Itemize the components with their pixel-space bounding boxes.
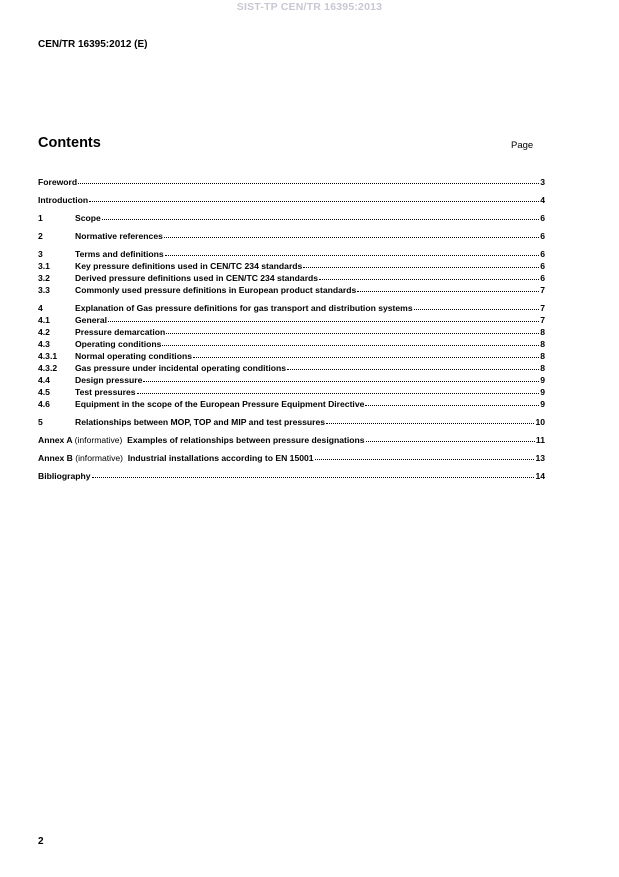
dot-leader (137, 385, 540, 394)
toc-entry-page: 6 (540, 273, 545, 283)
toc-entry-title: General (75, 315, 108, 325)
toc-entry-number: 4.1 (38, 315, 50, 325)
dot-leader (414, 301, 540, 310)
toc-entry-page: 9 (540, 375, 545, 385)
contents-title: Contents (38, 135, 101, 151)
dot-leader (166, 325, 539, 334)
toc-entry-title: Pressure demarcation (75, 327, 166, 337)
toc-entry-page: 11 (535, 435, 545, 445)
toc-entry-page: 4 (540, 195, 545, 205)
toc-entry-title: Foreword (38, 177, 78, 187)
toc-entry-title: Key pressure definitions used in CEN/TC 234 standards (75, 261, 303, 271)
toc-entry-normative-references[interactable] (38, 230, 545, 242)
toc-entry-number: 3.2 (38, 273, 50, 283)
toc-entry-title: Derived pressure definitions used in CEN/TC 234 standards (75, 273, 319, 283)
dot-leader (315, 451, 535, 460)
toc-entry-title (38, 434, 365, 446)
toc-entry-number: 4.6 (38, 399, 50, 409)
toc-entry-page: 14 (535, 471, 545, 481)
annex-label: Annex A (38, 435, 73, 445)
dot-leader (357, 283, 539, 292)
dot-leader (303, 259, 539, 268)
toc-entry-page: 9 (540, 387, 545, 397)
toc-entry-page: 8 (540, 327, 545, 337)
toc-entry-title: Terms and definitions (75, 249, 164, 259)
dot-leader (319, 271, 539, 280)
toc-entry-number: 4 (38, 303, 43, 313)
dot-leader (287, 361, 539, 370)
document-id: CEN/TR 16395:2012 (E) (38, 39, 148, 50)
toc-entry-page: 6 (540, 213, 545, 223)
toc-entry-number: 1 (38, 213, 43, 223)
toc-entry-number: 4.3.2 (38, 363, 58, 373)
annex-title: Examples of relationships between pressure designations (127, 435, 365, 445)
toc-entry-page: 6 (540, 249, 545, 259)
toc-entry-title: Introduction (38, 195, 89, 205)
watermark: SIST-TP CEN/TR 16395:2013 (236, 1, 383, 13)
annex-title: Industrial installations according to EN 15001 (127, 453, 314, 463)
dot-leader (164, 229, 539, 238)
toc-entry-page: 7 (540, 285, 545, 295)
dot-leader (102, 211, 539, 220)
toc-entry-number: 5 (38, 417, 43, 427)
toc-entry-title (38, 452, 314, 464)
annex-label: Annex B (38, 453, 73, 463)
toc-entry-page: 8 (540, 363, 545, 373)
page-number: 2 (38, 836, 44, 847)
dot-leader (165, 247, 540, 256)
toc-entry-title: Operating conditions (75, 339, 162, 349)
toc-entry-page: 9 (540, 399, 545, 409)
toc-entry-page: 8 (540, 339, 545, 349)
toc-entry-page: 6 (540, 261, 545, 271)
toc-entry-scope[interactable] (38, 212, 545, 224)
dot-leader (89, 193, 539, 202)
toc-entry-number: 3.1 (38, 261, 50, 271)
toc-entry-page: 13 (535, 453, 545, 463)
toc-entry-title: Relationships between MOP, TOP and MIP and test pressures (75, 417, 326, 427)
toc-entry-page: 7 (540, 303, 545, 313)
table-of-contents (38, 176, 545, 482)
toc-entry-title: Gas pressure under incidental operating conditions (75, 363, 287, 373)
dot-leader (143, 373, 539, 382)
dot-leader (365, 397, 539, 406)
toc-entry-page: 3 (540, 177, 545, 187)
toc-entry-foreword[interactable] (38, 176, 545, 188)
toc-entry-title: Commonly used pressure definitions in European product standards (75, 285, 357, 295)
page-column-label: Page (511, 140, 534, 151)
dot-leader (326, 415, 534, 424)
toc-entry-title: Scope (75, 213, 101, 223)
toc-entry-4-6[interactable] (38, 398, 545, 410)
dot-leader (108, 313, 539, 322)
toc-entry-number: 2 (38, 231, 43, 241)
toc-entry-number: 4.2 (38, 327, 50, 337)
toc-entry-title: Explanation of Gas pressure definitions for gas transport and distribution systems (75, 303, 413, 313)
dot-leader (366, 433, 535, 442)
toc-entry-number: 4.3 (38, 339, 50, 349)
toc-entry-title: Normative references (75, 231, 163, 241)
annex-status: (informative) (74, 435, 123, 445)
dot-leader (193, 349, 539, 358)
toc-entry-title: Design pressure (75, 375, 143, 385)
toc-entry-page: 8 (540, 351, 545, 361)
toc-entry-number: 3.3 (38, 285, 50, 295)
toc-entry-bibliography[interactable] (38, 470, 545, 482)
toc-entry-number: 4.4 (38, 375, 50, 385)
annex-status: (informative) (75, 453, 124, 463)
toc-entry-page: 6 (540, 231, 545, 241)
toc-entry-title: Test pressures (75, 387, 136, 397)
dot-leader (92, 469, 535, 478)
dot-leader (162, 337, 539, 346)
toc-entry-number: 4.5 (38, 387, 50, 397)
toc-entry-3-3[interactable] (38, 284, 545, 296)
toc-entry-page: 7 (540, 315, 545, 325)
toc-entry-annex-b[interactable] (38, 452, 545, 464)
toc-entry-title: Normal operating conditions (75, 351, 192, 361)
toc-entry-page: 10 (535, 417, 545, 427)
dot-leader (78, 175, 539, 184)
toc-entry-relationships[interactable] (38, 416, 545, 428)
toc-entry-introduction[interactable] (38, 194, 545, 206)
toc-entry-number: 4.3.1 (38, 351, 58, 361)
toc-entry-number: 3 (38, 249, 43, 259)
toc-entry-annex-a[interactable] (38, 434, 545, 446)
toc-entry-title: Equipment in the scope of the European Pressure Equipment Directive (75, 399, 365, 409)
toc-entry-title: Bibliography (38, 471, 91, 481)
